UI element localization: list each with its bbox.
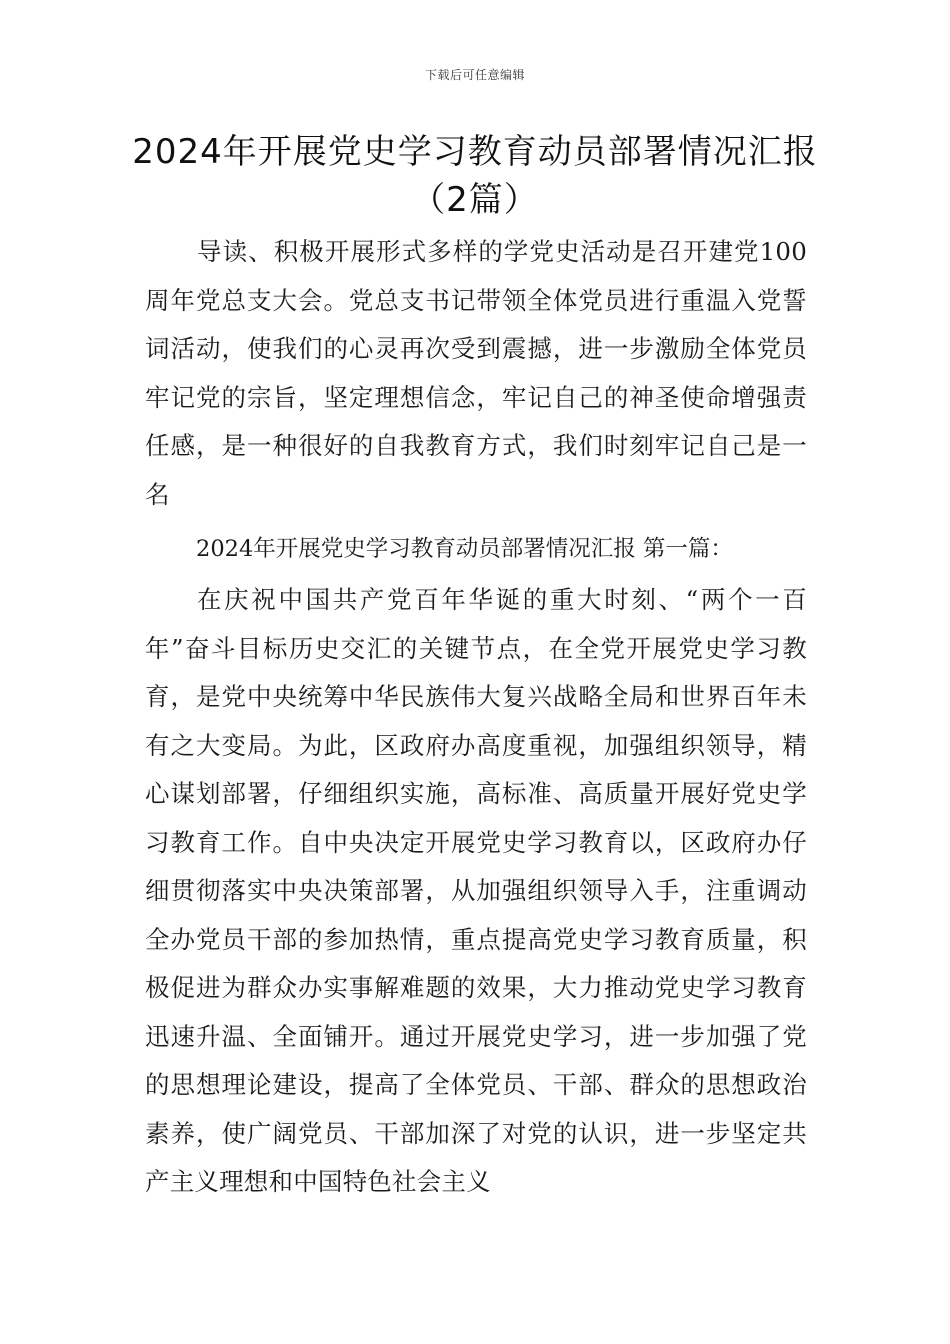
intro-paragraph: 导读、积极开展形式多样的学党史活动是召开建党100周年党总支大会。党总支书记带领全体党员进行重温入党誓词活动，使我们的心灵再次受到震撼，进一步激励全体党员牢记党的宗旨，坚定理想信念，牢记自己的神圣使命增强责任感，是一种很好的自我教育方式，我们时刻牢记自己是一名 (145, 237, 807, 509)
header-note: 下载后可任意编辑 (424, 68, 525, 82)
document-title: 2024年开展党史学习教育动员部署情况汇报（2篇） (132, 132, 818, 220)
section-body-paragraph: 在庆祝中国共产党百年华诞的重大时刻、“两个一百年”奋斗目标历史交汇的关键节点，在全党开展党史学习教育，是党中央统筹中华民族伟大复兴战略全局和世界百年未有之大变局。为此，区政府办高度重视，加强组织领导，精心谋划部署，仔细组织实施，高标准、高质量开展好党史学习教育工作。自中央决定开展党史学习教育以，区政府办仔细贯彻落实中央决策部署，从加强组织领导入手，注重调动全办党员干部的参加热情，重点提高党史学习教育质量，积极促进为群众办实事解难题的效果，大力推动党史学习教育迅速升温、全面铺开。通过开展党史学习，进一步加强了党的思想理论建设，提高了全体党员、干部、群众的思想政治素养，使广阔党员、干部加深了对党的认识，进一步坚定共产主义理想和中国特色社会主义 (145, 585, 807, 1196)
section-heading: 2024年开展党史学习教育动员部署情况汇报 第一篇： (196, 536, 733, 562)
